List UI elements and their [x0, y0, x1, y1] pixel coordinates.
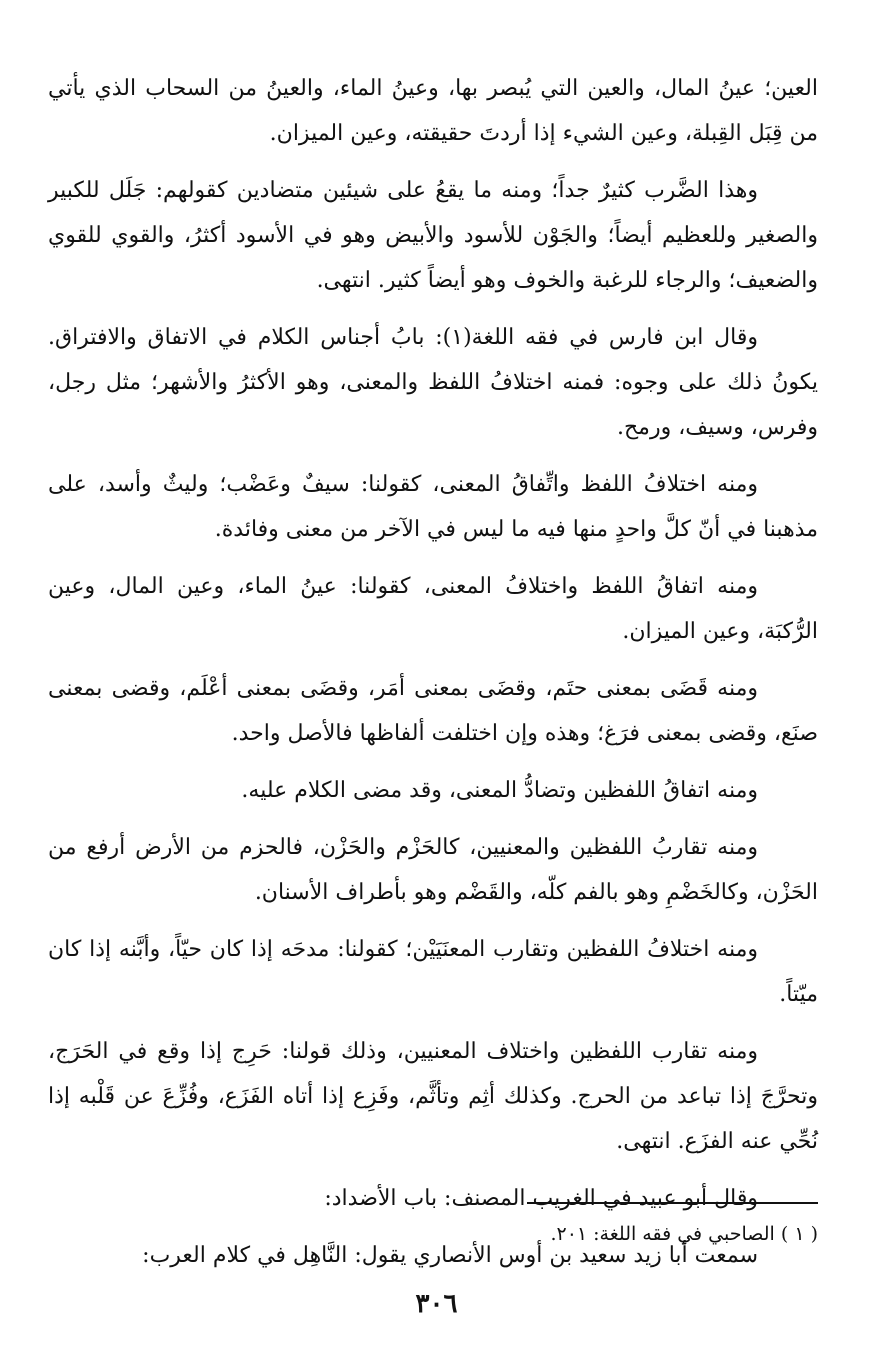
main-text	[48, 66, 818, 1290]
paragraph-11: وقال أبو عبيد في الغريب المصنف: باب الأضداد:	[324, 1186, 758, 1211]
paragraph-12: سمعت أبا زيد سعيد بن أوس الأنصاري يقول: النَّاهِل في كلام العرب:	[142, 1243, 758, 1268]
page-number: ٣٠٦	[415, 1289, 458, 1319]
footnote: ( ١ ) الصاحبي في فقه اللغة: ٢٠١.	[550, 1223, 818, 1245]
paragraph-3: وقال ابن فارس في فقه اللغة(١): بابُ أجناس الكلام في الاتفاق والافتراق. يكونُ ذلك على وجوه: فمنه اختلافُ اللفظ والمعنى، وهو الأكثرُ والأشهر؛ مثل رجل، وفرس، وسيف، ورمح.	[48, 325, 818, 440]
footnote-divider	[527, 1202, 818, 1204]
paragraph-9: ومنه اختلافُ اللفظين وتقارب المعنَيَيْن؛ كقولنا: مدحَه إذا كان حيّاً، وأبَّنه إذا كان ميّتاً.	[48, 937, 818, 1007]
paragraph-8: ومنه تقاربُ اللفظين والمعنيين، كالحَزْم والحَزْن، فالحزم من الأرض أرفع من الحَزْن، وكالخَضْمِ وهو بالفم كلّه، والقَضْم وهو بأطراف الأسنان.	[48, 835, 818, 905]
paragraph-1: العين؛ عينُ المال، والعين التي يُبصر بها، وعينُ الماء، والعينُ من السحاب الذي يأتي من قِبَل القِبلة، وعين الشيء إذا أردتَ حقيقته، وعين الميزان.	[48, 76, 818, 146]
paragraph-10: ومنه تقارب اللفظين واختلاف المعنيين، وذلك قولنا: حَرِج إذا وقع في الحَرَج، وتحرَّجَ إذا تباعد من الحرج. وكذلك أثِم وتأثَّم، وفَزِع إذا أتاه الفَزَع، وفُزِّعَ عن قَلْبه إذا نُحِّي عنه الفزَع. انتهى.	[48, 1039, 818, 1154]
paragraph-4: ومنه اختلافُ اللفظ واتِّفاقُ المعنى، كقولنا: سيفٌ وعَضْب؛ وليثٌ وأسد، على مذهبنا في أنّ كلَّ واحدٍ منها فيه ما ليس في الآخر من معنى وفائدة.	[48, 472, 818, 542]
paragraph-6: ومنه قَضَى بمعنى حتَم، وقضَى بمعنى أمَر، وقضَى بمعنى أعْلَم، وقضى بمعنى صنَع، وقضى بمعنى فرَغ؛ وهذه وإن اختلفت ألفاظها فالأصل واحد.	[48, 676, 818, 746]
paragraph-5: ومنه اتفاقُ اللفظ واختلافُ المعنى، كقولنا: عينُ الماء، وعين المال، وعين الرُّكبَة، وعين الميزان.	[48, 574, 818, 644]
paragraph-2: وهذا الضَّرب كثيرٌ جداً؛ ومنه ما يقعُ على شيئين متضادين كقولهم: جَلَل للكبير والصغير وللعظيم أيضاً؛ والجَوْن للأسود والأبيض وهو في الأسود أكثرُ، والقوي للقوي والضعيف؛ والرجاء للرغبة والخوف وهو أيضاً كثير. انتهى.	[48, 178, 818, 293]
paragraph-7: ومنه اتفاقُ اللفظين وتضادُّ المعنى، وقد مضى الكلام عليه.	[241, 778, 758, 803]
